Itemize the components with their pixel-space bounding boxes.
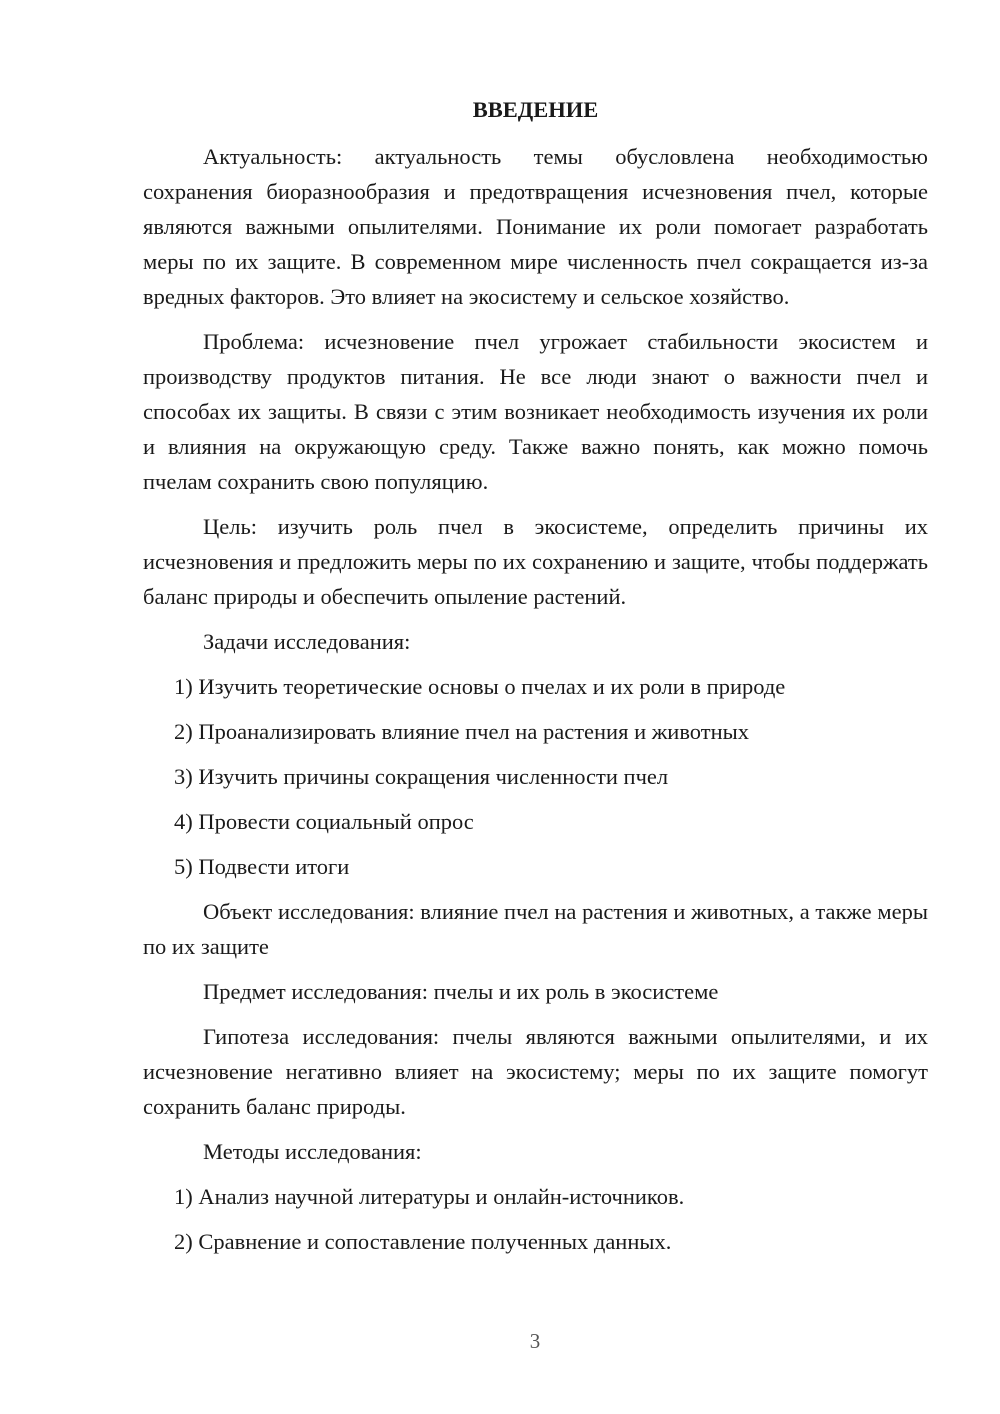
goal-paragraph: Цель: изучить роль пчел в экосистеме, определить причины их исчезновения и предложить меры по их сохранению и защите, чтобы поддержать баланс природы и обеспечить опыление растений. xyxy=(143,514,928,609)
task-item: 1) Изучить теоретические основы о пчелах и их роли в природе xyxy=(174,674,786,699)
object-paragraph: Объект исследования: влияние пчел на растения и животных, а также меры по их защите xyxy=(143,899,928,959)
task-item: 2) Проанализировать влияние пчел на растения и животных xyxy=(174,719,749,744)
problem-paragraph: Проблема: исчезновение пчел угрожает стабильности экосистем и производству продуктов питания. Не все люди знают о важности пчел и способах их защиты. В связи с этим возникает необходимость изучения их роли и влияния на окружающую среду. Также важно понять, как можно помочь пчелам сохранить свою популяцию. xyxy=(143,329,928,494)
hypothesis-paragraph: Гипотеза исследования: пчелы являются важными опылителями, и их исчезновение негативно влияет на экосистему; меры по их защите помогут сохранить баланс природы. xyxy=(143,1024,928,1119)
page-number: 3 xyxy=(529,1329,541,1353)
document-page xyxy=(143,92,928,1269)
methods-heading: Методы исследования: xyxy=(203,1139,422,1164)
task-item: 3) Изучить причины сокращения численности пчел xyxy=(174,764,669,789)
page-title: ВВЕДЕНИЕ xyxy=(472,97,599,122)
method-item: 1) Анализ научной литературы и онлайн-источников. xyxy=(174,1184,685,1209)
task-item: 5) Подвести итоги xyxy=(174,854,350,879)
tasks-heading: Задачи исследования: xyxy=(203,629,411,654)
subject-paragraph: Предмет исследования: пчелы и их роль в экосистеме xyxy=(203,979,719,1004)
relevance-paragraph: Актуальность: актуальность темы обусловлена необходимостью сохранения биоразнообразия и предотвращения исчезновения пчел, которые являются важными опылителями. Понимание их роли помогает разработать меры по их защите. В современном мире численность пчел сокращается из-за вредных факторов. Это влияет на экосистему и сельское хозяйство. xyxy=(143,144,928,309)
method-item: 2) Сравнение и сопоставление полученных данных. xyxy=(174,1229,672,1254)
task-item: 4) Провести социальный опрос xyxy=(174,809,474,834)
